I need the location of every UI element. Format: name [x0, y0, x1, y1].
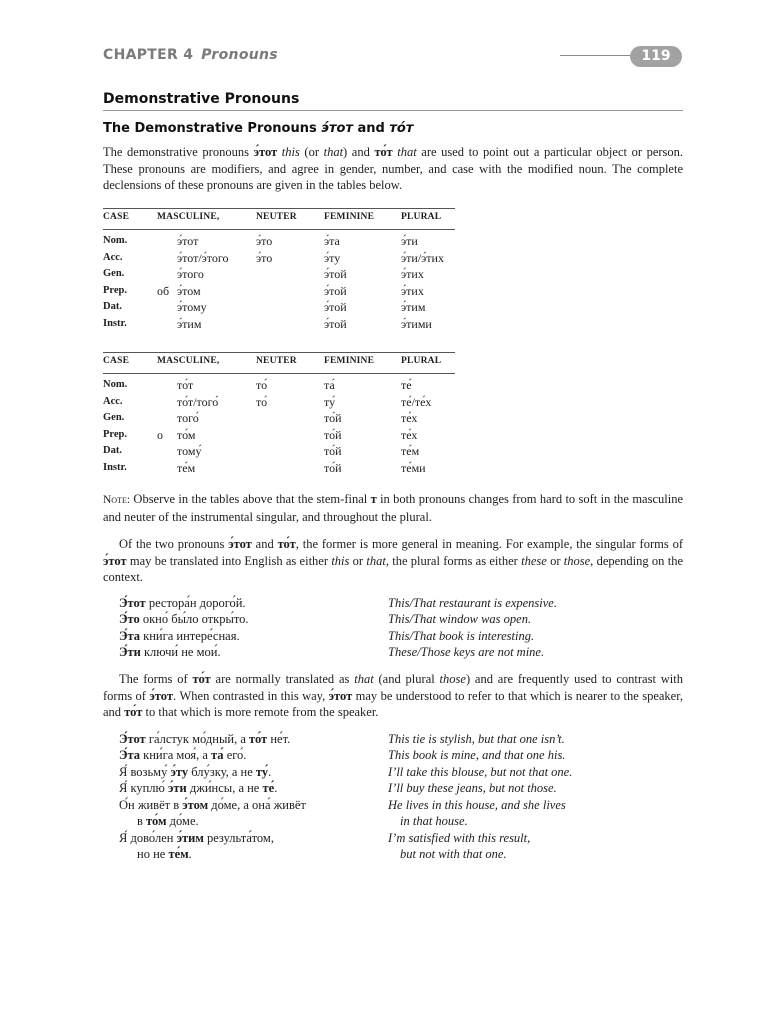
declension-table-etot — [103, 208, 455, 334]
feminine-cell: э́той — [324, 283, 347, 298]
example-ru: Э́тот рестора́н дорого́й. — [119, 596, 246, 610]
example-en: This/That restaurant is expensive. — [388, 596, 557, 610]
masculine-cell: э́тот — [177, 234, 199, 248]
table-row — [103, 377, 455, 393]
example-en: I’ll take this blouse, but not that one. — [388, 765, 573, 779]
masculine-cell: э́тому — [177, 300, 207, 315]
masculine-cell: то́т — [177, 378, 194, 392]
plural-cell: те́х — [401, 427, 418, 442]
note-paragraph: Note: Observe in the tables above that the stem-final т in both pronouns changes from hard to soft in the masculine and neuter of the instrumental singular, and throughout the plural. — [103, 492, 684, 524]
plural-cell: э́тих — [401, 283, 424, 298]
plural-cell: э́ти — [401, 234, 418, 248]
plural-cell: э́тими — [401, 317, 432, 331]
col-header-masculine: MASCULINE, — [157, 212, 220, 222]
example-ru: в то́м до́ме. — [137, 814, 199, 828]
case-cell: Gen. — [103, 412, 125, 424]
plural-cell: э́ти/э́тих — [401, 250, 444, 265]
feminine-cell: то́й — [324, 444, 342, 459]
example-en: This/That window was open. — [388, 612, 532, 626]
header-rule — [560, 55, 640, 56]
subsection-title — [103, 121, 413, 136]
neuter-cell: то́ — [256, 378, 268, 392]
masculine-cell: тому́ — [177, 444, 202, 459]
feminine-cell: э́ту — [324, 250, 341, 265]
masculine-cell: э́том — [177, 283, 201, 298]
table-top-rule — [103, 208, 455, 209]
example-ru: Я́ возьму́ э́ту блу́зку, а не ту́. — [119, 765, 272, 779]
example-ru: Я́ куплю́ э́ти джи́нсы, а не те́. — [119, 781, 278, 795]
example-en: This tie is stylish, but that one isn’t. — [388, 732, 565, 746]
example-en: I’m satisfied with this result, — [388, 831, 531, 845]
case-cell: Acc. — [103, 395, 123, 407]
table-row — [103, 233, 455, 249]
table-header-rule — [103, 373, 455, 374]
contrast-paragraph: The forms of то́т are normally translated as that (and plural those) and are frequently used to contrast with forms of э́тот. When contrasted in this way, э́тот may be understood to refer to that which is nearer to the speaker, and то́т to that which is more remote from the speaker. — [103, 672, 683, 719]
feminine-cell: э́той — [324, 317, 347, 331]
declension-table-tot — [103, 352, 455, 478]
masculine-cell: того́ — [177, 411, 199, 426]
example-en: This/That book is interesting. — [388, 629, 535, 643]
masculine-cell: э́тот/э́того — [177, 250, 229, 265]
table-row — [103, 283, 455, 299]
example-ru: Я́ дово́лен э́тим результа́том, — [119, 831, 274, 845]
table-row — [103, 443, 455, 459]
case-cell: Instr. — [103, 318, 127, 329]
case-cell: Nom. — [103, 235, 128, 246]
table-top-rule — [103, 352, 455, 353]
table-row — [103, 299, 455, 315]
intro-paragraph: The demonstrative pronouns э́тот this (or that) and то́т that are used to point out a particular object or person. These pronouns are modifiers, and agree in gender, number, and case with the modified noun. The complete declensions of these pronouns are given in the tables below. — [103, 145, 684, 192]
table-row — [103, 410, 455, 426]
case-cell: Nom. — [103, 379, 128, 390]
neuter-cell: то́ — [256, 394, 268, 409]
case-cell: Acc. — [103, 251, 123, 263]
col-header-feminine: FEMININE — [324, 212, 375, 222]
plural-cell: те́ми — [401, 461, 426, 475]
neuter-cell: э́то — [256, 234, 273, 248]
col-header-neuter: NEUTER — [256, 212, 297, 222]
masculine-cell: то́м — [177, 427, 196, 442]
case-cell: Instr. — [103, 462, 127, 473]
example-ru: Э́та кни́га интере́сная. — [119, 629, 240, 643]
running-header — [103, 47, 278, 63]
case-cell: Gen. — [103, 268, 125, 280]
plural-cell: э́тих — [401, 267, 424, 282]
example-en: These/Those keys are not mine. — [388, 645, 545, 659]
example-ru: Э́та кни́га моя́, а та́ его́. — [119, 748, 247, 762]
subsection-lead: The Demonstrative Pronouns — [103, 121, 322, 136]
table-row — [103, 266, 455, 282]
masculine-cell: то́т/того́ — [177, 394, 219, 409]
plural-cell: те́х — [401, 411, 418, 426]
page-number-badge: 119 — [630, 46, 682, 67]
plural-cell: те́/те́х — [401, 394, 432, 409]
preposition-cell: об — [157, 283, 170, 298]
preposition-cell: о — [157, 427, 163, 442]
case-cell: Dat. — [103, 445, 122, 457]
case-cell: Prep. — [103, 428, 128, 440]
col-header-masculine: MASCULINE, — [157, 356, 220, 366]
section-rule — [103, 110, 683, 111]
example-ru: Э́ти ключи́ не мои́. — [119, 645, 221, 659]
col-header-case: CASE — [103, 212, 130, 222]
example-en: This book is mine, and that one his. — [388, 748, 566, 762]
table-row — [103, 427, 455, 443]
example-ru: Э́тот га́лстук мо́дный, а то́т не́т. — [119, 732, 291, 746]
case-cell: Prep. — [103, 284, 128, 296]
plural-cell: те́м — [401, 444, 420, 459]
case-cell: Dat. — [103, 301, 122, 313]
table-row — [103, 460, 455, 476]
example-en: I’ll buy these jeans, but not those. — [388, 781, 557, 795]
subsection-and: and — [352, 121, 390, 136]
col-header-neuter: NEUTER — [256, 356, 297, 366]
example-ru: О́н живёт в э́том до́ме, а она́ живёт — [119, 798, 306, 812]
example-en: He lives in this house, and she lives — [388, 798, 566, 812]
masculine-cell: э́тим — [177, 317, 202, 331]
feminine-cell: та́ — [324, 378, 335, 392]
feminine-cell: ту́ — [324, 394, 336, 409]
example-ru: Э́то окно́ бы́ло откры́то. — [119, 612, 249, 626]
feminine-cell: э́той — [324, 267, 347, 282]
feminine-cell: то́й — [324, 411, 342, 426]
table-header-rule — [103, 229, 455, 230]
usage-paragraph: Of the two pronouns э́тот and то́т, the former is more general in meaning. For example, the singular forms of э́тот may be translated into English as either this or that, the plural forms as either these or those, depending on the context. — [103, 537, 683, 584]
table-row — [103, 316, 455, 332]
plural-cell: те́ — [401, 378, 412, 392]
example-en: in that house. — [400, 814, 468, 828]
masculine-cell: э́того — [177, 267, 204, 282]
subsection-word1: э́тот — [321, 121, 353, 136]
subsection-word2: то́т — [389, 121, 414, 136]
feminine-cell: то́й — [324, 461, 342, 475]
example-ru: но не те́м. — [137, 847, 192, 861]
chapter-label: CHAPTER 4 — [103, 47, 194, 63]
plural-cell: э́тим — [401, 300, 426, 315]
example-en: but not with that one. — [400, 847, 507, 861]
section-title: Demonstrative Pronouns — [103, 91, 300, 107]
col-header-case: CASE — [103, 356, 130, 366]
feminine-cell: э́та — [324, 234, 340, 248]
table-row — [103, 250, 455, 266]
neuter-cell: э́то — [256, 250, 273, 265]
col-header-plural: PLURAL — [401, 212, 442, 222]
col-header-plural: PLURAL — [401, 356, 442, 366]
feminine-cell: то́й — [324, 427, 342, 442]
masculine-cell: те́м — [177, 461, 196, 475]
feminine-cell: э́той — [324, 300, 347, 315]
col-header-feminine: FEMININE — [324, 356, 375, 366]
table-row — [103, 394, 455, 410]
section-label: Pronouns — [201, 47, 278, 63]
